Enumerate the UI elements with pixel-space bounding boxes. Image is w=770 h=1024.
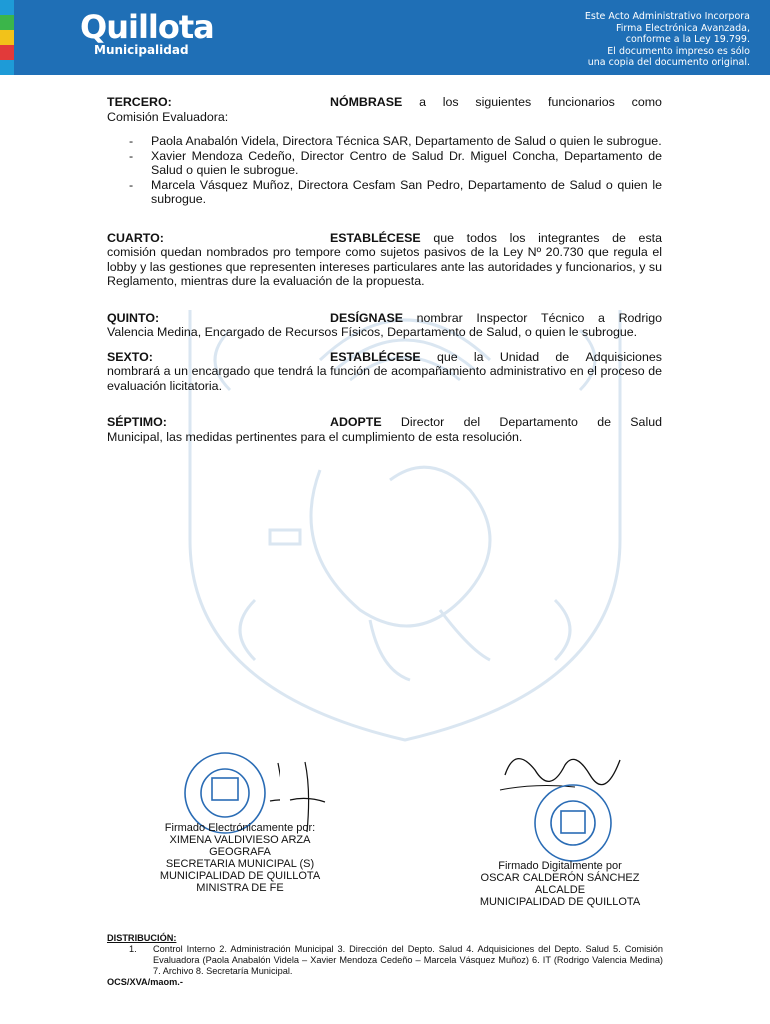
lead-word: nombrar [416,310,463,325]
signature-line: ALCALDE [534,884,586,896]
section-keyword: ESTABLÉCESE [330,230,421,245]
e-signature-notice [550,11,750,69]
section-heading: SÉPTIMO: [107,415,167,429]
signature-line: MUNICIPALIDAD DE QUILLOTA [159,870,321,882]
lead-word: Unidad [499,349,540,364]
list-item: - Xavier Mendoza Cedeño, Director Centro de Salud Dr. Miguel Concha, Departamento de Salud o quien le subrogue. [107,149,662,178]
lead-word: Salud [630,415,662,429]
section-cuarto [107,231,662,289]
logo-subtitle: Municipalidad [94,43,189,57]
lead-word: que [436,349,458,364]
distribution-text: Control Interno 2. Administración Municipal 3. Dirección del Depto. Salud 4. Adquisiciones del Depto. Salud 5. Comisión Evaluadora (Paola Anabalón Videla – Xavier Mendoza Cedeño – Marcela Vásquez Muñoz) 6. IT (Rodrigo Valencia Medina) 7. Archivo 8. Secretaría Municipal. [153,944,663,976]
lead-word: la [473,349,484,364]
section-keyword: DESÍGNASE [330,310,403,325]
section-lead [330,95,662,110]
section-heading: SEXTO: [107,349,153,364]
signature-line: MUNICIPALIDAD DE QUILLOTA [479,896,641,908]
section-keyword: NÓMBRASE [330,95,403,109]
color-stripes [0,0,14,75]
section-lead [330,415,662,430]
list-item: - Paola Anabalón Videla, Directora Técnica SAR, Departamento de Salud o quien le subrogue. [107,134,662,149]
reference-initials: OCS/XVA/maom.- [107,977,183,987]
notice-line: conforme a la Ley 19.799. [625,34,750,45]
section-heading: TERCERO: [107,95,172,109]
lead-word: que [433,230,454,245]
lead-word: los [442,95,459,109]
lead-word: a [598,310,605,325]
lead-word: del [463,415,481,429]
section-keyword: ESTABLÉCESE [330,349,421,364]
resolution-body [107,95,662,444]
notice-line: El documento impreso es sólo [607,45,750,57]
section-heading: QUINTO: [107,310,160,325]
section-lead [330,350,662,365]
lead-word: Inspector [476,310,528,325]
municipality-logo [80,10,214,57]
notice-line: Firma Electrónica Avanzada, [615,22,750,34]
section-text: Comisión Evaluadora: [107,109,229,124]
section-tercero [107,95,662,207]
section-text: Municipal, las medidas pertinentes para el cumplimiento de esta resolución. [107,429,523,444]
lead-word: Director [400,415,445,429]
signature-line: Firmado Electrónicamente por: [164,822,316,834]
distribution-list [107,933,663,988]
logo-wordmark: Quillota [80,8,214,46]
list-item: - Marcela Vásquez Muñoz, Directora Cesfam San Pedro, Departamento de Salud o quien le subrogue. [107,178,662,207]
signature-line: SECRETARIA MUNICIPAL (S) [165,858,315,870]
notice-line: una copia del documento original. [587,57,750,68]
section-quinto [107,311,662,340]
section-sexto [107,350,662,394]
lead-word: como [631,95,662,109]
lead-word: de [555,349,570,364]
notice-line: Este Acto Administrativo Incorpora [584,11,750,22]
section-septimo [107,415,662,444]
mayor-signature-icon [495,745,635,865]
distribution-item [107,944,663,977]
lead-word: a [419,95,426,109]
section-text: Valencia Medina, Encargado de Recursos Físicos, Departamento de Salud, o quien le subrogue. [107,325,638,339]
section-lead [330,231,662,246]
committee-list [107,134,662,207]
signature-line: Firmado Digitalmente por [498,860,622,872]
signature-line: OSCAR CALDERÓN SÁNCHEZ [480,872,640,884]
lead-word: integrantes [538,230,600,245]
distribution-title: DISTRIBUCIÓN: [107,933,177,943]
lead-word: todos [466,230,497,245]
section-keyword: ADOPTE [330,415,382,429]
lead-word: de [597,415,612,429]
section-lead [330,311,662,326]
section-text: nombrará a un encargado que tendrá la función de acompañamiento administrativo en el proceso de evaluación licitatoria. [107,364,662,393]
lead-word: esta [638,230,662,245]
signature-line: GEOGRAFA [209,846,271,858]
lead-word: siguientes [475,95,532,109]
distribution-number: 1. [129,944,137,954]
signature-line: XIMENA VALDIVIESO ARZA [169,834,311,846]
section-heading: CUARTO: [107,230,164,245]
section-text: comisión quedan nombrados pro tempore como sujetos pasivos de la Ley Nº 20.730 que regula el lobby y las gestiones que representen intereses particulares ante las autoridades y funcionarios, y su Reglamento, mientras dure la evaluación de la propuesta. [107,245,662,288]
signature-line: MINISTRA DE FE [196,882,284,894]
lead-word: funcionarios [548,95,615,109]
lead-word: Adquisiciones [585,349,662,364]
lead-word: Rodrigo [618,310,662,325]
letterhead-band [0,0,770,75]
lead-word: de [612,230,626,245]
lead-word: Técnico [541,310,585,325]
lead-word: los [509,230,526,245]
signature-block-secretary [140,822,340,894]
lead-word: Departamento [499,415,578,429]
signature-block-mayor [455,860,665,908]
